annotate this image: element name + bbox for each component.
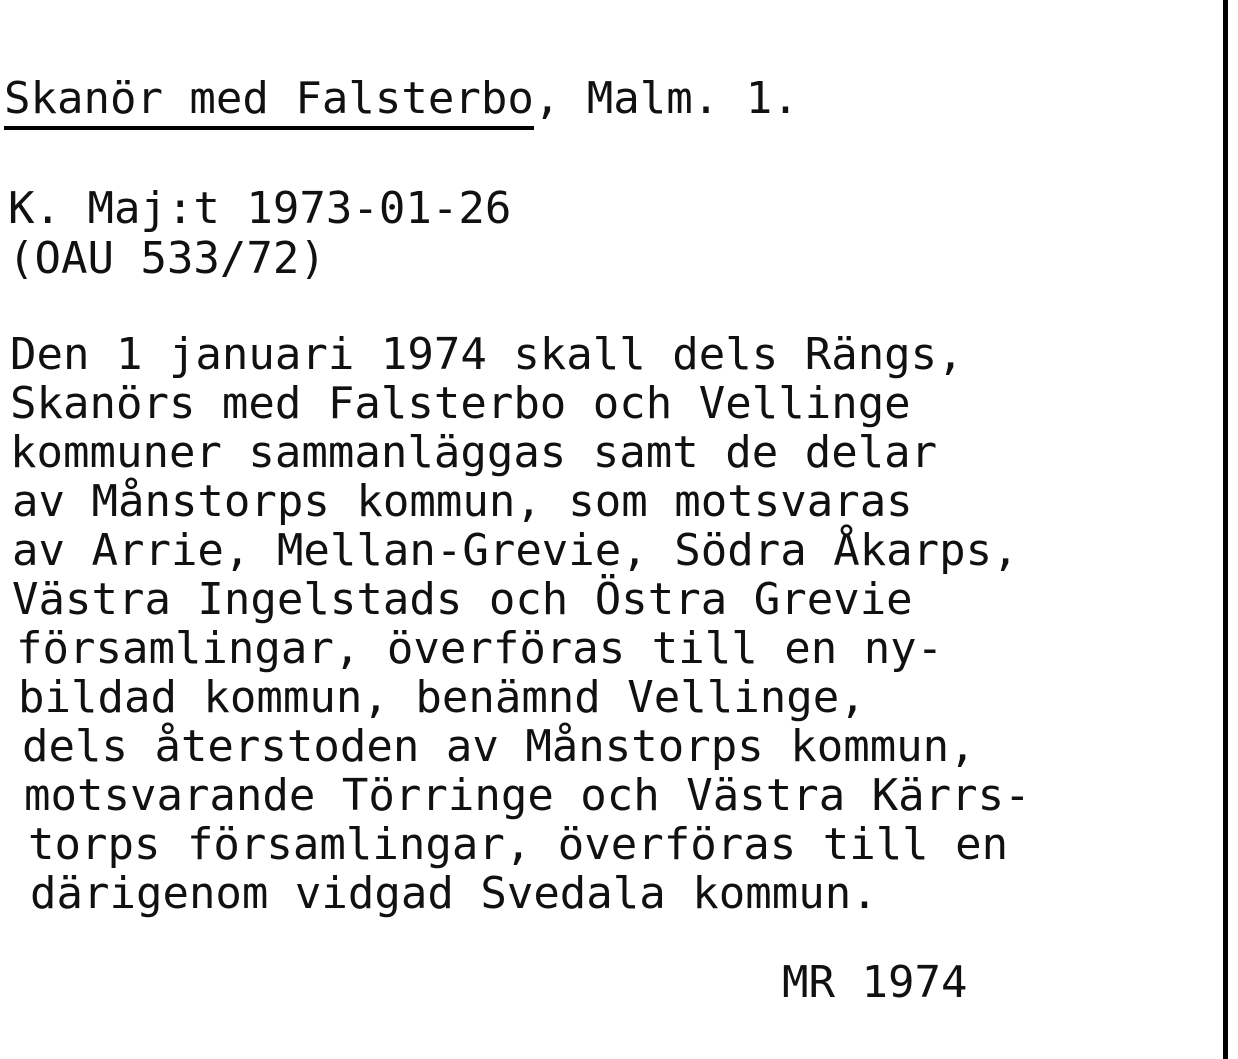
card-heading — [4, 74, 799, 124]
card-edge-border — [1223, 0, 1228, 1059]
body-line: Den 1 januari 1974 skall dels Rängs, — [10, 329, 964, 380]
body-line: församlingar, överföras till en ny- — [16, 623, 944, 674]
signature: MR 1974 — [782, 957, 968, 1008]
body-line: därigenom vidgad Svedala kommun. — [30, 868, 878, 919]
county-code: , Malm. 1. — [533, 73, 799, 124]
body-line: torps församlingar, överföras till en — [28, 819, 1009, 870]
decision-line: K. Maj:t 1973-01-26 — [8, 183, 512, 234]
body-line: av Månstorps kommun, som motsvaras — [12, 476, 913, 527]
body-line: bildad kommun, benämnd Vellinge, — [18, 672, 866, 723]
body-line: dels återstoden av Månstorps kommun, — [22, 721, 976, 772]
place-name: Skanör med Falsterbo — [4, 73, 534, 130]
card-body-text — [10, 330, 1190, 918]
decision-block — [8, 184, 511, 284]
body-line: Västra Ingelstads och Östra Grevie — [12, 574, 913, 625]
body-line: motsvarande Törringe och Västra Kärrs- — [24, 770, 1031, 821]
body-line: Skanörs med Falsterbo och Vellinge — [10, 378, 911, 429]
reference-line: (OAU 533/72) — [8, 233, 326, 284]
body-line: av Arrie, Mellan-Grevie, Södra Åkarps, — [12, 525, 1019, 576]
body-line: kommuner sammanläggas samt de delar — [10, 427, 938, 478]
